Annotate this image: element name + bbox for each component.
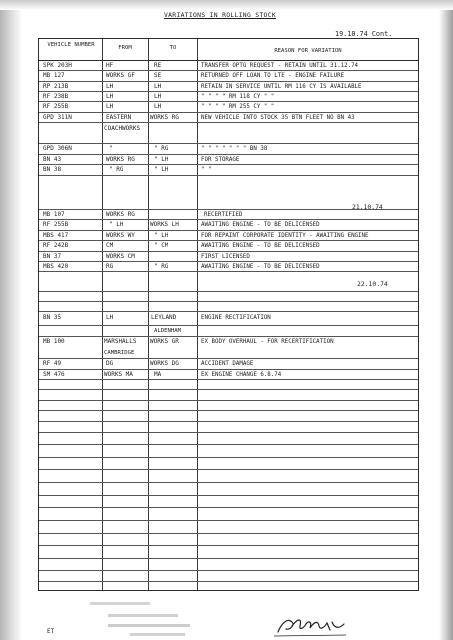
header-to: TO [169,45,177,51]
vehicle-number-cell: BN 43 [43,156,62,163]
row-rule [39,122,418,123]
row-rule [39,112,418,113]
row-rule [39,70,418,71]
faded-text-trace [108,624,190,627]
reason-cell: EX ENGINE CHANGE 6.8.74 [201,372,282,378]
vehicle-number-cell: SM 476 [43,371,65,378]
row-rule [39,291,418,292]
row-rule [39,495,418,496]
footer-code: ET [47,628,55,635]
row-rule [39,379,418,380]
to-cell: LEYLAND [151,314,177,321]
to-cell: RE [154,62,162,69]
vehicle-number-cell: BN 37 [43,253,62,260]
vehicle-number-cell: RP 213B [43,83,69,90]
from-cell: WORKS CM [106,253,135,260]
from-cell: HF [106,62,114,69]
row-rule [39,175,418,176]
row-rule [39,469,418,470]
to-cell: " LH [154,232,169,239]
row-rule [39,457,418,458]
row-rule [39,219,418,220]
row-rule [39,143,418,144]
reason-cell: " " " " RM 255 CY " " [201,104,275,110]
vehicle-number-cell: RF 255B [43,103,69,110]
faded-text-trace [130,633,185,636]
vehicle-number-cell: MBS 417 [43,232,69,239]
to-cell: SE [154,72,162,79]
reason-cell: TRANSFER OPTG REQUEST - RETAIN UNTIL 31.12.74 [201,63,359,69]
row-rule [39,507,418,508]
row-rule [39,101,418,102]
row-rule [39,154,418,155]
from-cell: CM [106,242,114,249]
vehicle-number-cell: MB 100 [43,338,65,345]
row-rule [39,389,418,390]
vehicle-number-cell: GPD 311N [43,114,72,121]
reason-cell: RETURNED OFF LOAN TO LTE - ENGINE FAILURE [201,73,345,79]
to-cell: WORKS LH [150,221,179,228]
row-rule [39,91,418,92]
from-cell: " [109,145,113,152]
scan-smudge-top [0,0,453,10]
reason-cell: " " [201,167,212,173]
row-rule [39,581,418,582]
header-reason: REASON FOR VARIATION [274,48,342,54]
reason-cell: AWAITING ENGINE - TO BE DELICENSED [201,243,320,249]
reason-cell: " " " " " " " BN 38 [201,146,268,152]
to-cell: WORKS RG [150,114,179,121]
row-rule [39,369,418,370]
reason-cell: FOR REPAINT CORPORATE IDENTITY - AWAITING ENGINE [201,233,369,239]
vehicle-number-cell: GPD 306N [43,145,72,152]
reason-cell: FOR STORAGE [201,157,240,163]
to-cell: LH [154,93,162,100]
reason-cell: ENGINE RECTIFICATION [201,315,271,321]
row-rule [39,261,418,262]
from-cell: LH [106,83,114,90]
vehicle-number-cell: MBS 420 [43,263,69,270]
row-rule [39,311,418,312]
variation-table [38,38,419,591]
reason-cell: RETAIN IN SERVICE UNTIL RM 116 CY IS AVAILABLE [201,84,362,90]
from-cell: WORKS GF [106,72,135,79]
to-cell: " LH [154,166,169,173]
row-rule [39,81,418,82]
vehicle-number-cell: RF 49 [43,360,62,367]
faded-text-trace [108,614,178,617]
from-cell: LH [106,103,114,110]
from-cell: WORKS RG [106,211,135,218]
row-rule [39,164,418,165]
row-rule [39,251,418,252]
row-rule [39,545,418,546]
reason-cell: EX BODY OVERHAUL - FOR RECERTIFICATION [201,339,334,345]
reason-cell: FIRST LICENSED [201,254,250,260]
to-cell: LH [154,103,162,110]
reason-cell: " " " " RM 118 CY " " [201,94,275,100]
vehicle-number-cell: MB 127 [43,72,65,79]
row-rule [39,230,418,231]
row-rule [39,358,418,359]
from-cell: WORKS RG [106,156,135,163]
vehicle-number-cell: RF 255B [43,221,69,228]
reason-cell: AWAITING ENGINE - TO BE DELICENSED [201,264,320,270]
from-cell: WORKS MA [104,371,133,378]
vehicle-number-cell: SPK 203H [43,62,72,69]
row-rule [39,533,418,534]
scan-edge-left [0,0,22,640]
row-rule [39,444,418,445]
reason-cell: NEW VEHICLE INTO STOCK 35 BTN FLEET NO BN 43 [201,115,355,121]
row-rule [39,570,418,571]
handwritten-signature [272,612,352,638]
document-title: VARIATIONS IN ROLLING STOCK [164,11,276,19]
row-rule [39,432,418,433]
vehicle-number-cell: BN 38 [43,166,62,173]
row-rule [39,271,418,272]
header-rule [39,60,418,61]
date-marker: 21.10.74 [352,203,383,211]
vehicle-number-cell: BN 35 [43,314,62,321]
to-cell: WORKS GR [150,338,179,345]
from-cell-continuation: CAMBRIDGE [104,350,135,356]
from-cell: " RG [109,166,124,173]
from-cell: DG [106,360,114,367]
row-rule [39,325,418,326]
row-rule [39,400,418,401]
date-marker: 22.10.74 [357,280,388,288]
row-rule [39,301,418,302]
from-cell: LH [106,93,114,100]
to-cell: " RG [154,263,169,270]
from-cell-continuation: COACHWORKS [104,125,141,132]
vehicle-number-cell: MB 107 [43,211,65,218]
reason-cell: RECERTIFIED [204,212,243,218]
header-vehicle-number: VEHICLE NUMBER [47,42,95,48]
row-rule [39,336,418,337]
header-from: FROM [118,45,132,51]
from-cell: LH [106,314,114,321]
reason-cell: ACCIDENT DAMAGE [201,361,254,367]
vehicle-number-cell: RF 242B [43,242,69,249]
row-rule [39,421,418,422]
from-cell: EASTERN [106,114,132,121]
from-cell: RG [106,263,114,270]
to-cell: MA [154,371,162,378]
row-rule [39,558,418,559]
row-rule [39,520,418,521]
to-cell-continuation: ALDENHAM [154,328,181,334]
scan-edge-right [439,0,453,640]
vehicle-number-cell: RF 238B [43,93,69,100]
document-date: 19.10.74 Cont. [335,30,393,38]
row-rule [39,240,418,241]
to-cell: " CM [154,242,169,249]
to-cell: LH [154,83,162,90]
row-rule [39,410,418,411]
to-cell: WORKS DG [150,360,179,367]
from-cell: " LH [109,221,124,228]
from-cell: WORKS WY [106,232,135,239]
faded-text-trace [90,602,150,605]
row-rule [39,482,418,483]
from-cell: MARSHALLS [104,338,137,345]
to-cell: " LH [154,156,169,163]
reason-cell: AWAITING ENGINE - TO BE DELICENSED [201,222,320,228]
to-cell: " RG [154,145,169,152]
